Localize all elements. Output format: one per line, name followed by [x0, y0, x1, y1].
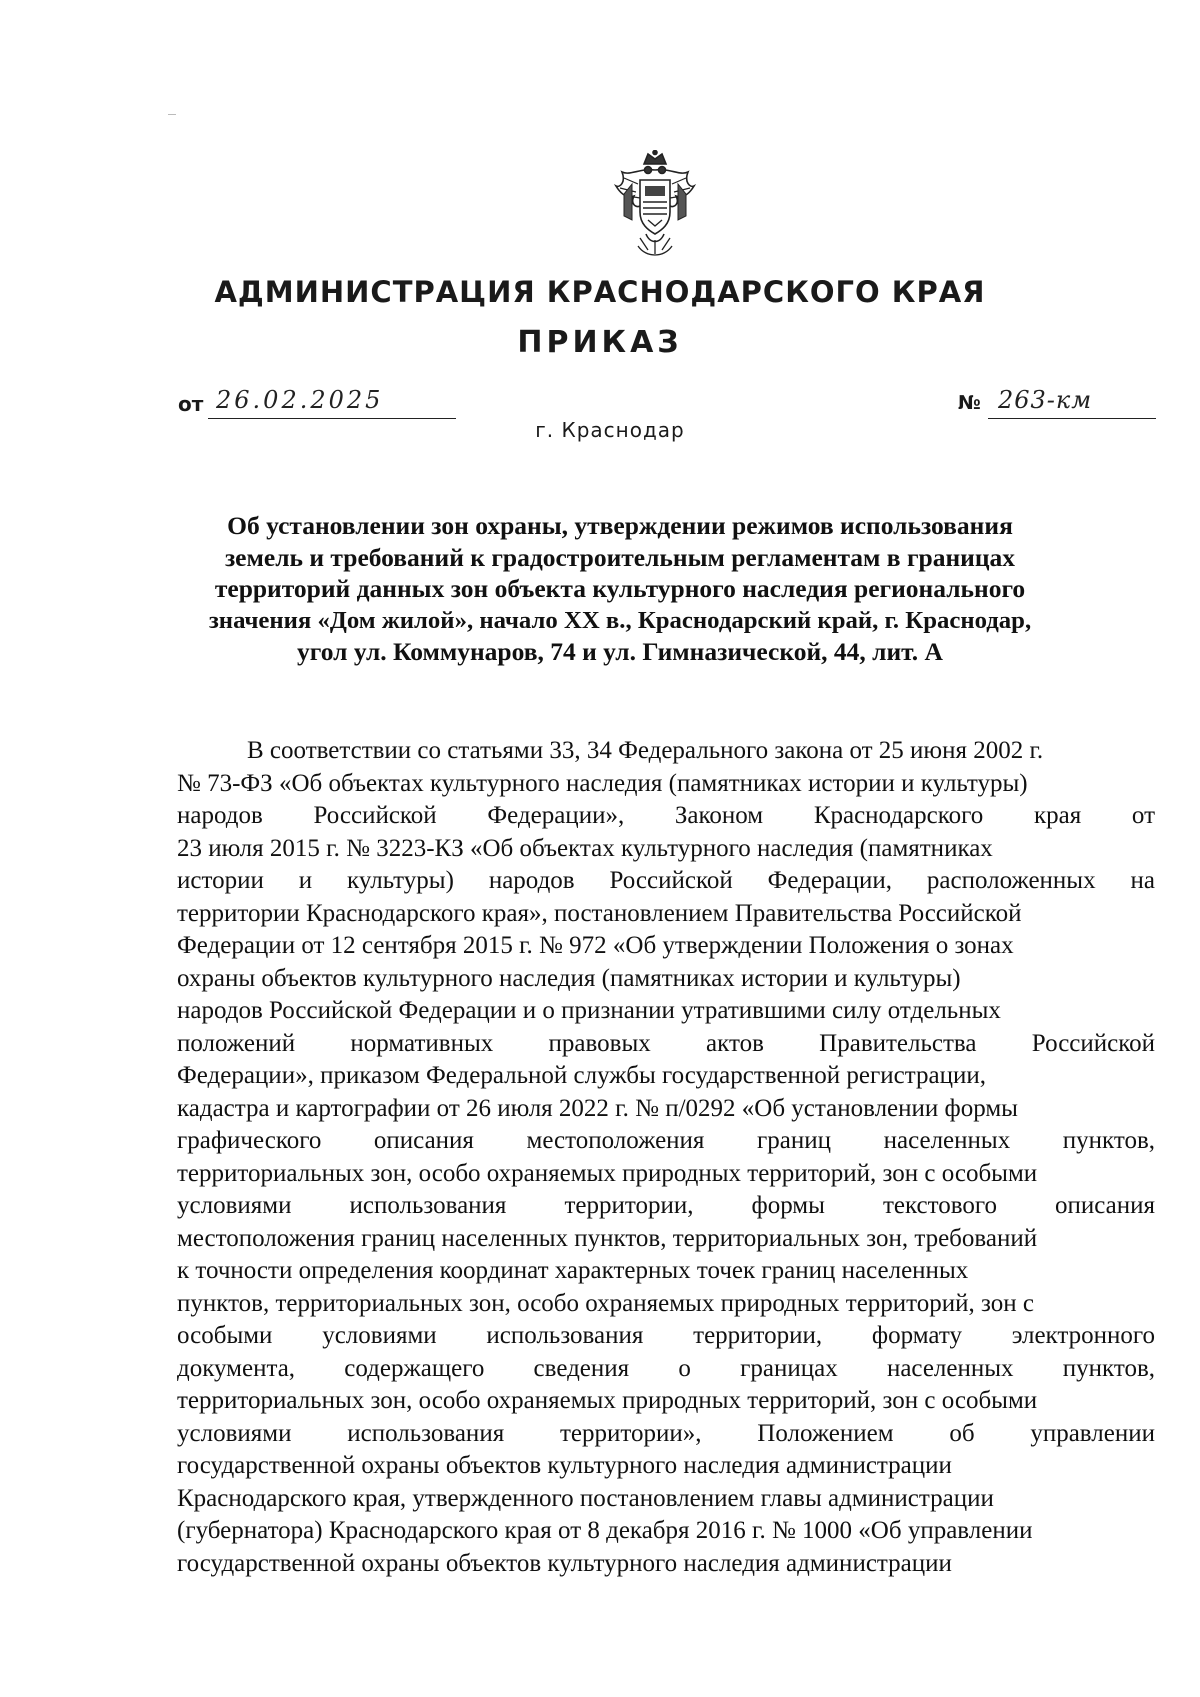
coat-of-arms-icon: [610, 150, 700, 260]
handwritten-number: 263-км: [998, 386, 1093, 414]
body-line: народов Российской Федерации и о признании утратившими силу отдельных: [177, 997, 1001, 1024]
date-prefix: от: [178, 392, 204, 416]
document-body: [177, 735, 1155, 1580]
body-line: территориальных зон, особо охраняемых природных территорий, зон с особыми: [177, 1387, 1038, 1414]
document-title: [205, 510, 1035, 668]
body-line: к точности определения координат характерных точек границ населенных: [177, 1257, 969, 1284]
body-line: Федерации», приказом Федеральной службы государственной регистрации,: [177, 1062, 986, 1089]
number-underline: [988, 386, 1156, 419]
handwritten-date: 26.02.2025: [216, 386, 384, 414]
body-line: графического описания местоположения границ населенных пунктов,: [177, 1127, 1155, 1154]
title-line: земель и требований к градостроительным регламентам в границах: [224, 542, 1016, 572]
body-line: особыми условиями использования территории, формату электронного: [177, 1322, 1155, 1349]
body-line: № 73-ФЗ «Об объектах культурного наследия (памятниках истории и культуры): [177, 769, 1028, 797]
body-line: документа, содержащего сведения о границах населенных пунктов,: [177, 1354, 1155, 1382]
title-line: Об установлении зон охраны, утверждении режимов использования: [227, 511, 1013, 540]
title-line: территорий данных зон объекта культурного наследия регионального: [214, 574, 1026, 603]
body-line: Краснодарского края, утвержденного постановлением главы администрации: [177, 1484, 994, 1512]
body-line: истории и культуры) народов Российской Федерации, расположенных на: [177, 867, 1155, 894]
body-line: Федерации от 12 сентября 2015 г. № 972 «Об утверждении Положения о зонах: [177, 932, 1014, 959]
body-line: (губернатора) Краснодарского края от 8 декабря 2016 г. № 1000 «Об управлении: [177, 1517, 1033, 1544]
body-line: В соответствии со статьями 33, 34 Федерального закона от 25 июня 2002 г.: [247, 737, 1044, 764]
body-line: территориальных зон, особо охраняемых природных территорий, зон с особыми: [177, 1159, 1038, 1187]
body-line: охраны объектов культурного наследия (памятниках истории и культуры): [177, 964, 961, 992]
document-type-heading: ПРИКАЗ: [517, 325, 683, 360]
body-line: местоположения границ населенных пунктов, территориальных зон, требований: [177, 1224, 1038, 1252]
scan-speck: [168, 114, 176, 115]
body-line: 23 июля 2015 г. № 3223-КЗ «Об объектах культурного наследия (памятниках: [177, 834, 993, 862]
date-underline: [208, 386, 456, 419]
city-label: г. Краснодар: [535, 418, 685, 442]
body-line: кадастра и картографии от 26 июля 2022 г. № п/0292 «Об установлении формы: [177, 1094, 1018, 1122]
number-prefix: №: [958, 392, 981, 414]
body-line: положений нормативных правовых актов Правительства Российской: [177, 1029, 1155, 1057]
body-line: государственной охраны объектов культурного наследия администрации: [177, 1549, 952, 1577]
title-line: значения «Дом жилой», начало XX в., Краснодарский край, г. Краснодар,: [208, 606, 1032, 634]
body-line: условиями использования территории, формы текстового описания: [177, 1192, 1155, 1219]
body-line: условиями использования территории», Положением об управлении: [177, 1419, 1155, 1447]
title-line: угол ул. Коммунаров, 74 и ул. Гимназической, 44, лит. А: [297, 637, 943, 666]
body-line: народов Российской Федерации», Законом Краснодарского края от: [177, 802, 1155, 829]
organization-heading: АДМИНИСТРАЦИЯ КРАСНОДАРСКОГО КРАЯ: [214, 275, 986, 309]
body-line: пунктов, территориальных зон, особо охраняемых природных территорий, зон с: [177, 1289, 1034, 1317]
body-line: территории Краснодарского края», постановлением Правительства Российской: [177, 899, 1022, 927]
body-line: государственной охраны объектов культурного наследия администрации: [177, 1452, 952, 1479]
